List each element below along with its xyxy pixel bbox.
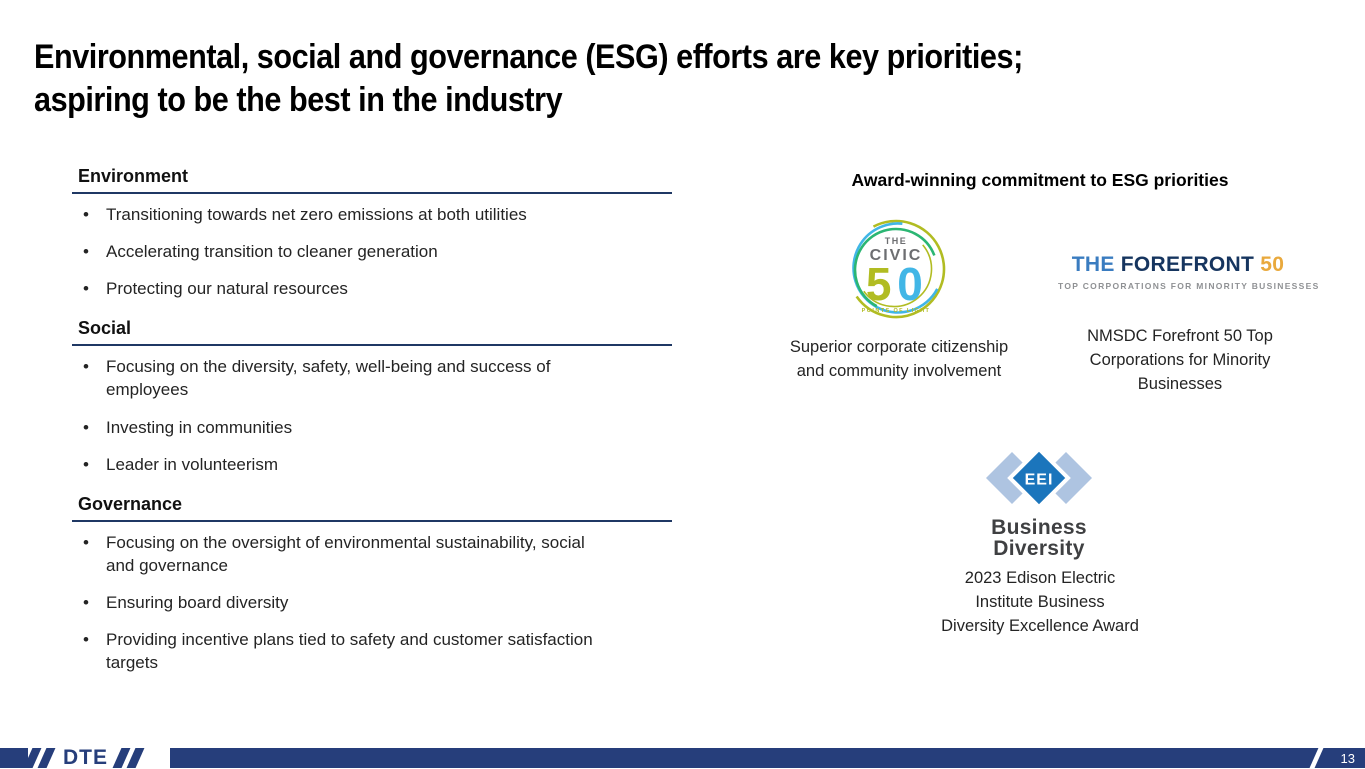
list-item: • Transitioning towards net zero emissions at both utilities <box>72 203 617 226</box>
list-item: • Leader in volunteerism <box>72 453 617 476</box>
civic-tagline: POINTS OF LIGHT <box>861 308 931 314</box>
dte-slash-icon <box>38 748 56 768</box>
eei-caption <box>910 567 1170 639</box>
forefront-caption-line: Corporations for Minority <box>1089 350 1271 369</box>
eei-business-diversity-logo <box>959 446 1119 560</box>
slide-title <box>34 36 1023 121</box>
section-governance <box>72 494 672 675</box>
forefront-50-label: 50 <box>1260 253 1285 276</box>
civic-name-label: CIVIC <box>869 247 923 264</box>
footer-bar <box>0 748 1365 768</box>
list-item: • Accelerating transition to cleaner generation <box>72 240 617 263</box>
eei-caption-line: Diversity Excellence Award <box>941 616 1139 635</box>
eei-wordmark-line: Business <box>991 516 1087 539</box>
eei-caption-line: Institute Business <box>975 592 1105 611</box>
list-item: • Focusing on the diversity, safety, well-being and success of employees <box>72 355 617 401</box>
eei-acronym: EEI <box>1024 471 1054 489</box>
list-item: • Investing in communities <box>72 416 617 439</box>
dte-brand-text: DTE <box>63 746 108 769</box>
svg-text:5 0 <box>866 258 923 310</box>
awards-heading: Award-winning commitment to ESG priorities <box>851 170 1229 190</box>
civic-0-digit: 0 <box>897 258 923 310</box>
list-item: • Protecting our natural resources <box>72 277 617 300</box>
eei-caption-line: 2023 Edison Electric <box>964 569 1116 587</box>
section-heading-governance: Governance <box>72 494 672 522</box>
slide-title-line-2: aspiring to be the best in the industry <box>34 80 563 119</box>
dte-logo <box>28 744 170 768</box>
eei-diamonds-icon <box>984 446 1094 510</box>
section-environment <box>72 166 672 300</box>
list-item: • Providing incentive plans tied to safety and customer satisfaction targets <box>72 628 617 674</box>
social-bullets <box>72 355 617 475</box>
forefront-wordmark <box>1058 253 1298 277</box>
eei-wordmark <box>959 517 1119 560</box>
civic-5-digit: 5 <box>865 258 892 310</box>
esg-sections <box>72 166 672 688</box>
forefront-50-logo <box>1058 253 1320 291</box>
environment-bullets <box>72 203 617 300</box>
slide-title-line-1: Environmental, social and governance (ESG) efforts are key priorities; <box>34 38 1023 76</box>
civic-caption-line: and community involvement <box>796 361 1002 380</box>
dte-slash-icon <box>127 748 145 768</box>
civic-50-logo <box>828 217 966 321</box>
civic-caption-line: Superior corporate citizenship <box>789 338 1009 356</box>
civic-50-caption <box>768 336 1030 384</box>
eei-wordmark-line: Diversity <box>993 537 1085 561</box>
list-item: • Ensuring board diversity <box>72 591 617 614</box>
civic-the-label: THE <box>884 236 908 246</box>
page-number: 13 <box>1340 751 1355 766</box>
list-item: • Focusing on the oversight of environmental sustainability, social and governance <box>72 531 617 577</box>
section-heading-environment: Environment <box>72 166 672 194</box>
forefront-the-label: THE <box>1071 253 1115 276</box>
section-social <box>72 318 672 475</box>
forefront-caption-line: NMSDC Forefront 50 Top <box>1087 327 1273 345</box>
section-heading-social: Social <box>72 318 672 346</box>
governance-bullets <box>72 531 617 675</box>
forefront-50-caption <box>1062 325 1298 397</box>
forefront-subtitle: TOP CORPORATIONS FOR MINORITY BUSINESSES <box>1058 281 1320 291</box>
forefront-name-label: FOREFRONT <box>1120 253 1255 276</box>
forefront-caption-line: Businesses <box>1137 374 1223 393</box>
